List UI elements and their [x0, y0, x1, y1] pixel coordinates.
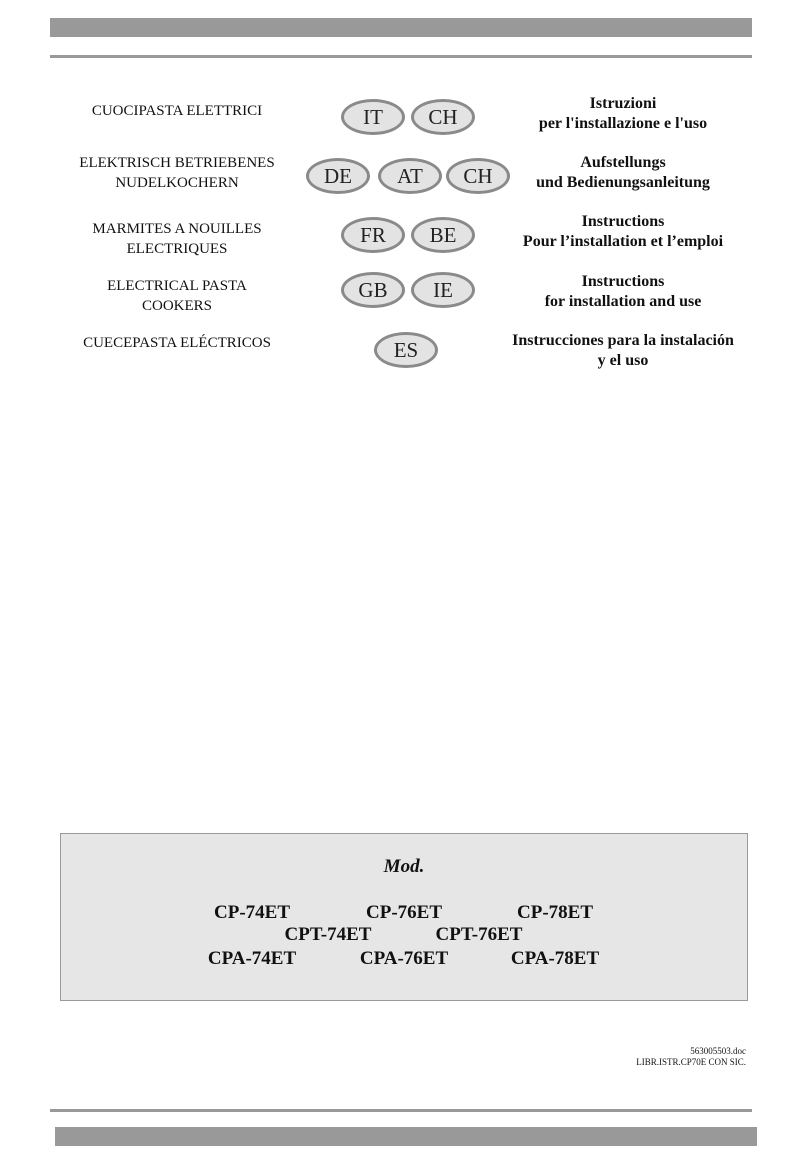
product-name-es: [27, 333, 327, 353]
footer-rule: [50, 1109, 752, 1112]
country-badge-gb: GB: [341, 272, 405, 308]
country-badge-es: ES: [374, 332, 438, 368]
header-bar: [50, 18, 752, 37]
models-box: [60, 833, 748, 1001]
country-badge-ch: CH: [446, 158, 510, 194]
text-line: for installation and use: [544, 293, 702, 310]
text-line: NUDELKOCHERN: [115, 175, 239, 191]
instructions-fr: [473, 212, 773, 252]
file-name: 563005503.doc: [690, 1046, 746, 1056]
country-badge-ie: IE: [411, 272, 475, 308]
text-line: CUECEPASTA ELÉCTRICOS: [83, 335, 271, 351]
text-line: und Bedienungsanleitung: [536, 174, 710, 191]
instructions-de: [473, 153, 773, 193]
product-name-it: [27, 101, 327, 121]
model-name: CPT-74ET: [284, 924, 372, 945]
model-name: CPA-74ET: [207, 948, 297, 969]
instructions-gb: [473, 272, 773, 312]
document-reference: [636, 1046, 746, 1068]
text-line: COOKERS: [141, 298, 212, 314]
instructions-es: [473, 331, 773, 371]
instructions-it: [473, 94, 773, 134]
product-name-fr: [27, 219, 327, 259]
text-line: Instructions: [581, 273, 665, 290]
text-line: ELEKTRISCH BETRIEBENES: [79, 155, 275, 171]
country-badge-fr: FR: [341, 217, 405, 253]
country-badge-ch: CH: [411, 99, 475, 135]
country-badge-it: IT: [341, 99, 405, 135]
country-badge-de: DE: [306, 158, 370, 194]
model-name: CP-76ET: [366, 902, 442, 923]
reference-code: LIBR.ISTR.CP70E CON SIC.: [636, 1057, 746, 1067]
text-line: Aufstellungs: [580, 154, 666, 171]
text-line: ELECTRIQUES: [126, 241, 228, 257]
text-line: ELECTRICAL PASTA: [107, 278, 247, 294]
model-name: CPA-78ET: [510, 948, 600, 969]
text-line: y el uso: [597, 352, 649, 369]
footer-bar: [55, 1127, 757, 1146]
model-name: CP-78ET: [517, 902, 593, 923]
country-badge-at: AT: [378, 158, 442, 194]
text-line: Instructions: [581, 213, 665, 230]
models-label: Mod.: [383, 856, 425, 877]
country-badge-be: BE: [411, 217, 475, 253]
model-name: CPT-76ET: [435, 924, 523, 945]
text-line: CUOCIPASTA ELETTRICI: [91, 103, 263, 119]
text-line: per l'installazione e l'uso: [538, 115, 708, 132]
text-line: Istruzioni: [589, 95, 657, 112]
text-line: Instrucciones para la instalación: [512, 332, 734, 349]
text-line: Pour l’installation et l’emploi: [522, 233, 724, 250]
product-name-gb: [27, 276, 327, 316]
text-line: MARMITES A NOUILLES: [92, 221, 262, 237]
product-name-de: [27, 153, 327, 193]
header-rule: [50, 55, 752, 58]
model-name: CP-74ET: [214, 902, 290, 923]
model-name: CPA-76ET: [359, 948, 449, 969]
